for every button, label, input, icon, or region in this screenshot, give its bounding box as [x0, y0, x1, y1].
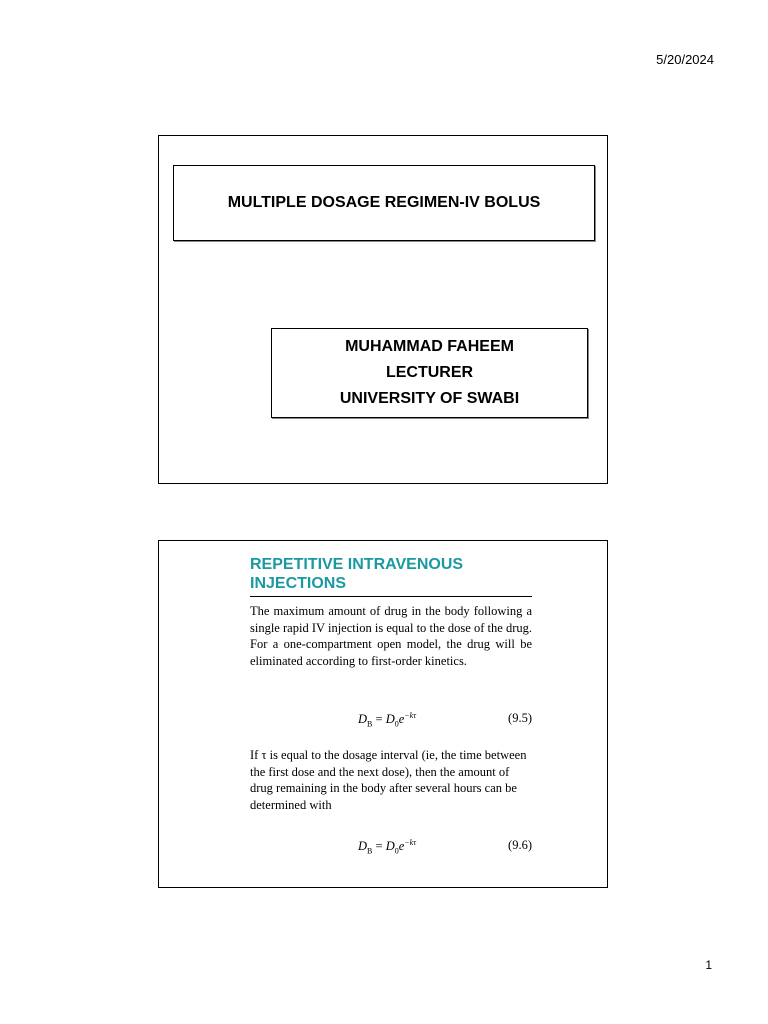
eq-exponent: −kτ	[404, 838, 417, 847]
page-number: 1	[705, 958, 712, 972]
eq-equals: =	[372, 839, 386, 854]
eq-lhs-subscript: B	[367, 846, 373, 856]
equation-number: (9.5)	[508, 711, 532, 725]
author-name: MUHAMMAD FAHEEM	[345, 338, 514, 355]
author-institution: UNIVERSITY OF SWABI	[339, 390, 520, 407]
slide-1	[158, 135, 608, 484]
eq-rhs: D	[385, 839, 395, 854]
equation-formula	[358, 838, 416, 856]
eq-lhs: D	[358, 712, 368, 727]
eq-base: e	[398, 839, 405, 854]
print-date: 5/20/2024	[656, 52, 714, 67]
slide-title: MULTIPLE DOSAGE REGIMEN-IV BOLUS	[173, 165, 595, 241]
author-box	[271, 328, 588, 418]
slide-2	[158, 540, 608, 888]
eq-base: e	[398, 712, 405, 727]
eq-exponent: −kτ	[404, 711, 417, 720]
heading-line-2: INJECTIONS	[250, 575, 347, 592]
eq-lhs: D	[358, 839, 368, 854]
equation-formula	[358, 711, 416, 729]
body-paragraph-2: If τ is equal to the dosage interval (ie, the time between the first dose and the next dose), then the amount of drug remaining in the body after several hours can be determined with	[250, 748, 527, 812]
eq-rhs-subscript: 0	[394, 719, 399, 729]
eq-lhs-subscript: B	[367, 719, 373, 729]
eq-rhs: D	[385, 712, 395, 727]
author-position: LECTURER	[385, 364, 474, 381]
section-heading	[250, 555, 532, 597]
eq-equals: =	[372, 712, 386, 727]
eq-rhs-subscript: 0	[394, 846, 399, 856]
heading-line-1: REPETITIVE INTRAVENOUS	[250, 556, 464, 573]
equation-number: (9.6)	[508, 838, 532, 852]
body-paragraph-1: The maximum amount of drug in the body following a single rapid IV injection is equal to the dose of the drug. For a one-compartment open model, the drug will be eliminated according to first-order kinetics.	[250, 604, 532, 668]
